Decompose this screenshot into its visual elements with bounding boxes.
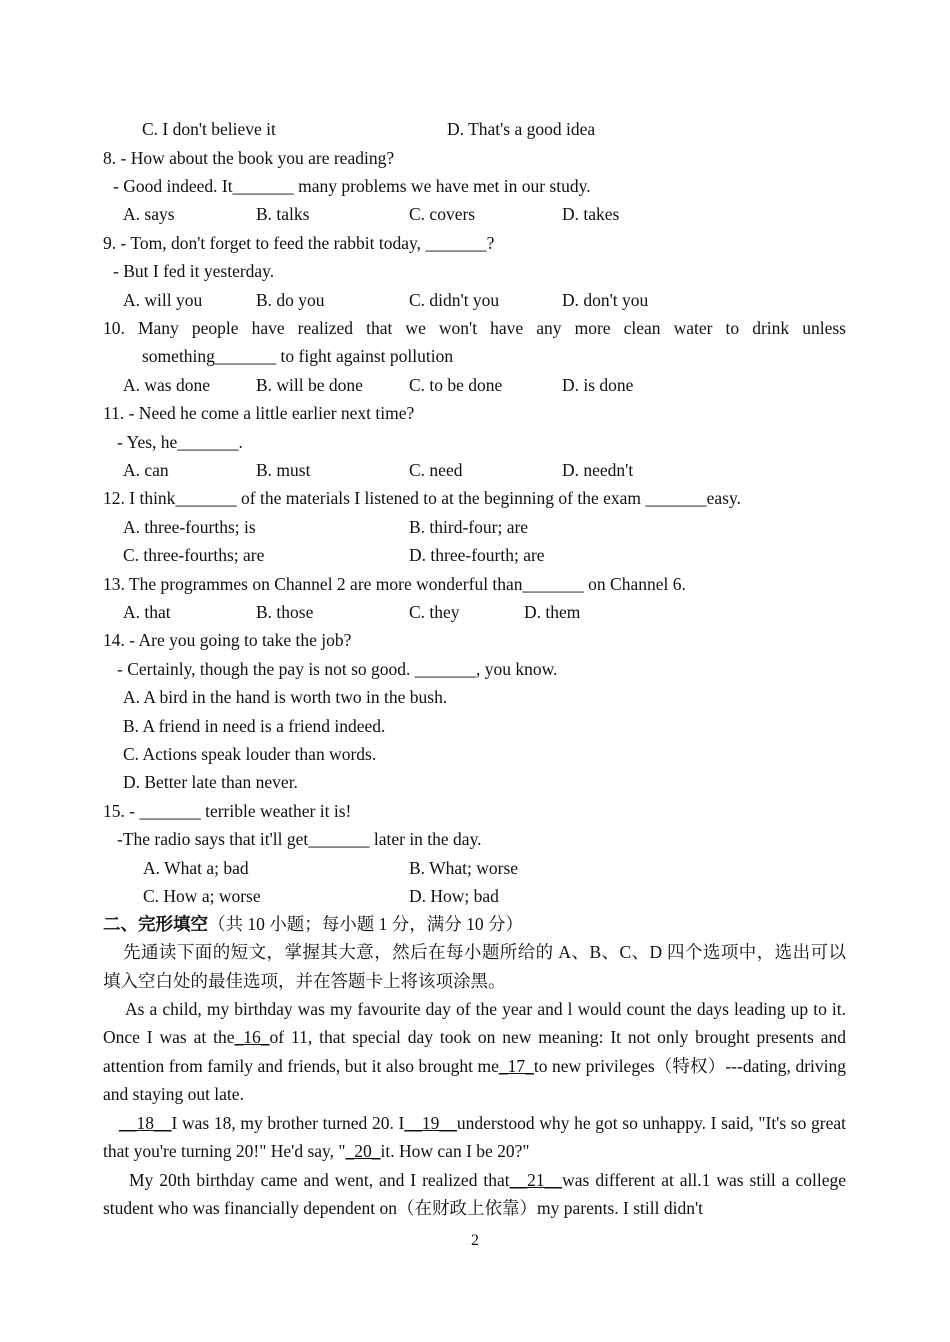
p2-text-c: it. How can I be 20?": [380, 1141, 530, 1162]
q8-option-a: A. says: [123, 204, 175, 224]
blank-21: __21__: [509, 1170, 563, 1190]
section-title: 二、完形填空: [103, 914, 208, 934]
instruction-line-2: 填入空白处的最佳选项，并在答题卡上将该项涂黑。: [103, 971, 506, 991]
q8-option-d: D. takes: [562, 204, 620, 224]
blank-16: _16_: [234, 1027, 270, 1048]
q15-option-d: D. How; bad: [409, 886, 499, 906]
q8-line2: - Good indeed. It_______ many problems we have met in our study.: [113, 176, 591, 196]
p1-text-a: As a child, my birthday was my favourite day of the year and l would count the days leading up to it. Once I was at the: [103, 999, 846, 1048]
p3-text-a: My 20th birthday came and went, and I realized that: [129, 1170, 510, 1190]
q7-option-c: C. I don't believe it: [142, 119, 276, 139]
q11-option-c: C. need: [409, 460, 463, 480]
blank-17: _17_: [498, 1055, 534, 1076]
q11-option-b: B. must: [256, 460, 311, 480]
q13-option-d: D. them: [524, 602, 581, 622]
q10-option-d: D. is done: [562, 375, 634, 395]
q15-option-a: A. What a; bad: [143, 858, 249, 878]
blank-20: _20_: [345, 1141, 381, 1162]
q14-option-a: A. A bird in the hand is worth two in the bush.: [123, 687, 448, 707]
p1-text-c: to new privileges（特权）---dating, driving and staying out late.: [103, 1055, 846, 1105]
p1-text-b: of 11, that special day took on new meaning: It not only brought presents and attention from family and friends, but it also brought me: [103, 1027, 846, 1076]
q14-option-d: D. Better late than never.: [123, 772, 298, 792]
q8-option-c: C. covers: [409, 204, 476, 224]
blank-18: __18__: [119, 1113, 172, 1133]
q11-line2: - Yes, he_______.: [117, 432, 243, 452]
q9-option-a: A. will you: [123, 290, 203, 310]
q12-option-d: D. three-fourth; are: [409, 545, 545, 565]
q9-line2: - But I fed it yesterday.: [113, 261, 275, 281]
q15-option-c: C. How a; worse: [143, 886, 261, 906]
q13-option-b: B. those: [256, 602, 314, 622]
q13-option-c: C. they: [409, 602, 460, 622]
passage-paragraph-1: [103, 995, 846, 1109]
page-number: 2: [471, 1232, 479, 1249]
p2-text-b: understood why he got so unhappy. I said, "It's so great that you're turning 20!" He'd say, ": [103, 1113, 846, 1162]
section-note: （共 10 小题；每小题 1 分，满分 10 分）: [208, 914, 523, 934]
p2-text-a: I was 18, my brother turned 20. I: [171, 1113, 405, 1133]
q12-option-a: A. three-fourths; is: [123, 517, 256, 537]
instruction-line-1: 先通读下面的短文，掌握其大意，然后在每小题所给的 A、B、C、D 四个选项中，选出可以: [123, 942, 846, 962]
q14-stem: 14. - Are you going to take the job?: [103, 630, 352, 650]
q10-stem: 10. Many people have realized that we won't have any more clean water to drink unless: [103, 318, 846, 338]
q12-option-c: C. three-fourths; are: [123, 545, 265, 565]
q7-option-d: D. That's a good idea: [447, 119, 596, 139]
passage-paragraph-2: [103, 1109, 846, 1166]
q10-line2: something_______ to fight against pollution: [142, 346, 454, 366]
q13-stem: 13. The programmes on Channel 2 are more wonderful than_______ on Channel 6.: [103, 574, 686, 594]
q15-option-b: B. What; worse: [409, 858, 519, 878]
q14-option-b: B. A friend in need is a friend indeed.: [123, 716, 386, 736]
q10-option-a: A. was done: [123, 375, 210, 395]
q12-option-b: B. third-four; are: [409, 517, 529, 537]
blank-19: __19__: [404, 1113, 457, 1133]
q11-option-d: D. needn't: [562, 460, 634, 480]
q8-option-b: B. talks: [256, 204, 310, 224]
q10-option-c: C. to be done: [409, 375, 503, 395]
q15-stem: 15. - _______ terrible weather it is!: [103, 801, 352, 821]
q15-line2: -The radio says that it'll get_______ later in the day.: [117, 829, 482, 849]
q9-option-d: D. don't you: [562, 290, 649, 310]
q10-option-b: B. will be done: [256, 375, 363, 395]
section-heading: [103, 913, 523, 935]
passage-paragraph-3: [103, 1166, 846, 1223]
q14-line2: - Certainly, though the pay is not so good. _______, you know.: [117, 659, 558, 679]
p3-text-b: was different at all.1 was still a college student who was financially dependent on（在财政上依靠）my parents. I still didn't: [103, 1170, 846, 1219]
q12-stem: 12. I think_______ of the materials I listened to at the beginning of the exam _______easy.: [103, 488, 741, 508]
q14-option-c: C. Actions speak louder than words.: [123, 744, 377, 764]
q8-stem: 8. - How about the book you are reading?: [103, 148, 395, 168]
q9-option-b: B. do you: [256, 290, 325, 310]
q11-stem: 11. - Need he come a little earlier next time?: [103, 403, 415, 423]
q9-stem: 9. - Tom, don't forget to feed the rabbit today, _______?: [103, 233, 495, 253]
q13-option-a: A. that: [123, 602, 171, 622]
q9-option-c: C. didn't you: [409, 290, 500, 310]
q11-option-a: A. can: [123, 460, 169, 480]
